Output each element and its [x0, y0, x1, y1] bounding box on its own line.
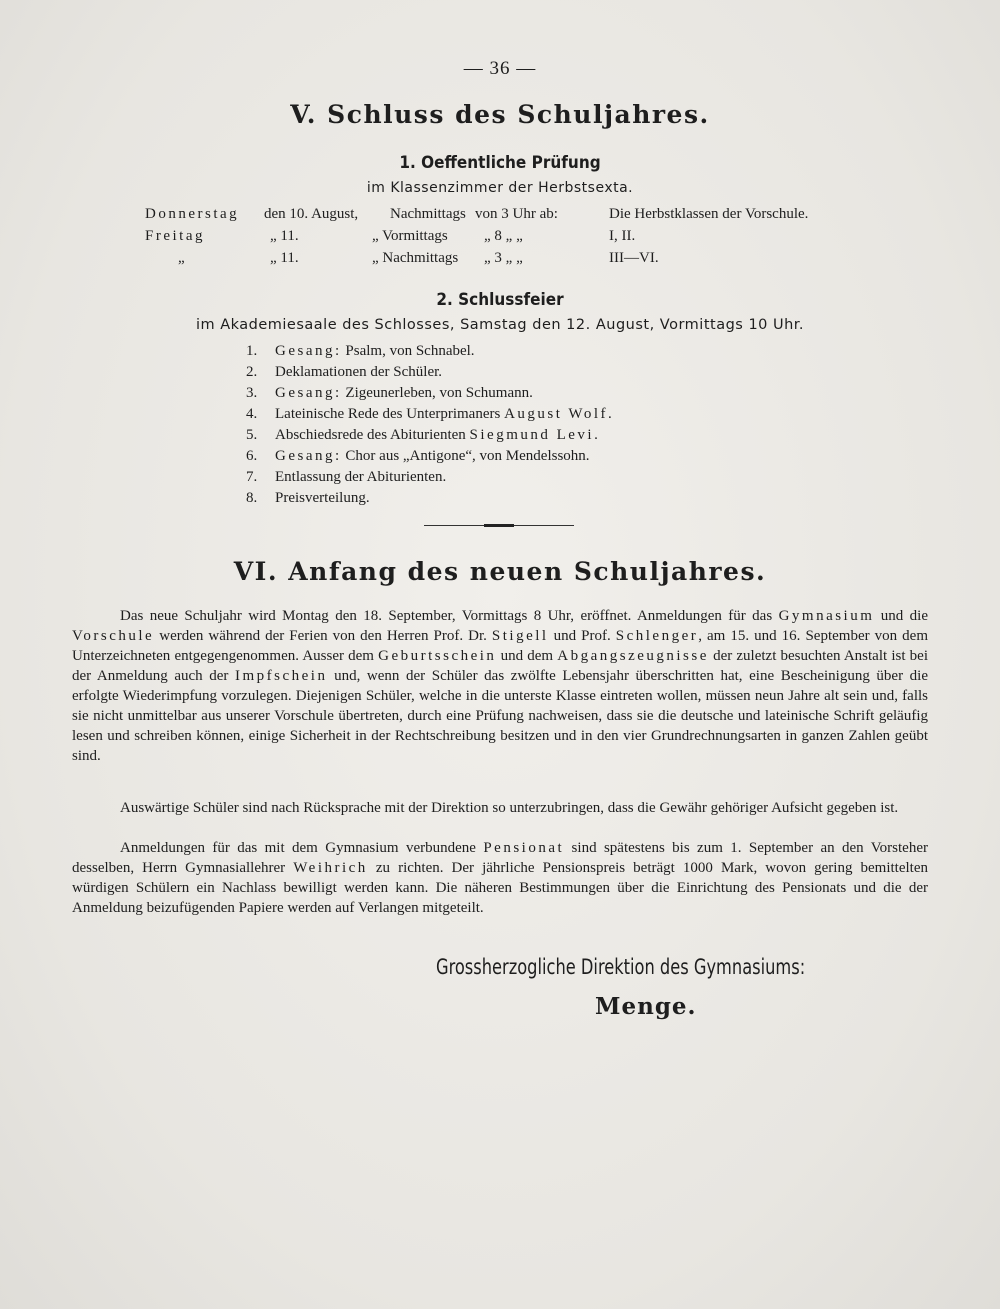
schedule-time: „ Nachmittags [372, 250, 459, 266]
boarding-pupils-paragraph [72, 798, 928, 818]
paragraph-text: Auswärtige Schüler sind nach Rücksprache mit der Direktion so unterzubringen, dass die Gewähr gehöriger Aufsicht gegeben ist. [120, 800, 899, 816]
signature-name: Menge. [595, 993, 697, 1020]
paragraph-text: der zuletzt besuchten Anstalt ist bei der Anmeldung auch der [72, 648, 928, 684]
emphasized-term: Geburtsschein [378, 648, 497, 664]
celebration-title: 2. Schlussfeier [436, 290, 564, 310]
emphasized-term: Abgangszeugnisse [557, 648, 709, 664]
program-item: 6. Gesang: Chor aus „Antigone“, von Mendelssohn. [246, 448, 590, 464]
emphasized-term: Gymnasium [778, 608, 875, 624]
emphasized-term: Pensionat [483, 840, 565, 856]
celebration-location: im Akademiesaale des Schlosses, Samstag den 12. August, Vormittags 10 Uhr. [195, 317, 805, 333]
schedule-day: „ [178, 250, 185, 266]
paragraph-text: zu richten. Der jährliche Pensionspreis beträgt 1000 Mark, wovon gering bemittelten würdigen Schülern ein Nachlass bewilligt werden kann. Die näheren Bestimmungen über die Einrichtung des Pensionats und die der Anmeldung beizufügenden Papiere werden auf Verlangen mitgeteilt. [72, 860, 929, 916]
paragraph-text: werden während der Ferien von den Herren Prof. Dr. [154, 628, 492, 644]
program-item: 5. Abschiedsrede des Abiturienten Siegmund Levi. [246, 427, 601, 443]
program-item: 8. Preisverteilung. [246, 490, 370, 506]
schedule-day: Freitag [145, 228, 205, 244]
schedule-classes: I, II. [609, 228, 636, 244]
exam-location: im Klassenzimmer der Herbstsexta. [366, 180, 634, 196]
schedule-classes: III—VI. [609, 250, 659, 266]
paragraph-text: Das neue Schuljahr wird Montag den 18. September, Vormittags 8 Uhr, eröffnet. Anmeldungen für das [120, 608, 779, 624]
program-item: 1. Gesang: Psalm, von Schnabel. [246, 343, 475, 359]
program-item: 7. Entlassung der Abiturienten. [246, 469, 447, 485]
paragraph-text: und, wenn der Schüler das zwölfte Lebensjahr überschritten hat, eine Bescheinigung über die erfolgte Wiederimpfung vorzulegen. Diejenigen Schüler, welche in die unterste Klasse eintreten wollen, müssen neun Jahre alt sein und, falls sie nicht unmittelbar aus unserer Vorschule übertreten, durch eine Prüfung nachweisen, dass sie die deutsche und lateinische Schrift geläufig lesen und schreiben können, einige Sicherheit in der Rechtschreibung besitzen und in den vier Grundrechnungsarten in ganzen Zahlen geübt sind. [72, 668, 929, 764]
emphasized-term: Stigell [491, 628, 549, 644]
section-5-heading: V. Schluss des Schuljahres. [290, 100, 710, 129]
schedule-classes: Die Herbstklassen der Vorschule. [609, 206, 809, 222]
program-item: 3. Gesang: Zigeunerleben, von Schumann. [246, 385, 533, 401]
schedule-hour: „ 3 „ „ [484, 250, 523, 266]
section-6-heading: VI. Anfang des neuen Schuljahres. [233, 557, 767, 586]
emphasized-term: Schlenger [615, 628, 699, 644]
program-item: 4. Lateinische Rede des Unterprimaners August Wolf. [246, 406, 615, 422]
schedule-date: „ 11. [270, 250, 299, 266]
page-number: — 36 — [463, 58, 537, 79]
paragraph-text: und Prof. [548, 628, 616, 644]
paragraph-text: sind spätestens bis zum 1. September an den Vorsteher desselben, Herrn Gymnasiallehrer [72, 840, 928, 876]
emphasized-term: Weihrich [293, 860, 368, 876]
schedule-date: „ 11. [270, 228, 299, 244]
enrollment-paragraph [72, 606, 928, 766]
signature-authority: Grossherzogliche Direktion des Gymnasiums: [436, 955, 806, 979]
schedule-day: Donnerstag [145, 206, 240, 222]
emphasized-term: Impfschein [235, 668, 328, 684]
paragraph-text: und dem [496, 648, 558, 664]
schedule-time: Nachmittags [390, 206, 466, 222]
paragraph-text: Anmeldungen für das mit dem Gymnasium verbundene [120, 840, 484, 856]
boarding-house-paragraph [72, 838, 928, 918]
emphasized-term: Vorschule [72, 628, 155, 644]
program-item: 2. Deklamationen der Schüler. [246, 364, 443, 380]
exam-title: 1. Oeffentliche Prüfung [399, 153, 601, 173]
schedule-hour: „ 8 „ „ [484, 228, 523, 244]
schedule-hour: von 3 Uhr ab: [475, 206, 558, 222]
schedule-time: „ Vormittags [372, 228, 448, 244]
paragraph-text: und die [874, 608, 928, 624]
paragraph-text: , am 15. und 16. September von dem Unterzeichneten entgegengenommen. Ausser dem [72, 628, 928, 664]
section-divider-center [484, 524, 514, 527]
schedule-date: den 10. August, [264, 206, 359, 222]
